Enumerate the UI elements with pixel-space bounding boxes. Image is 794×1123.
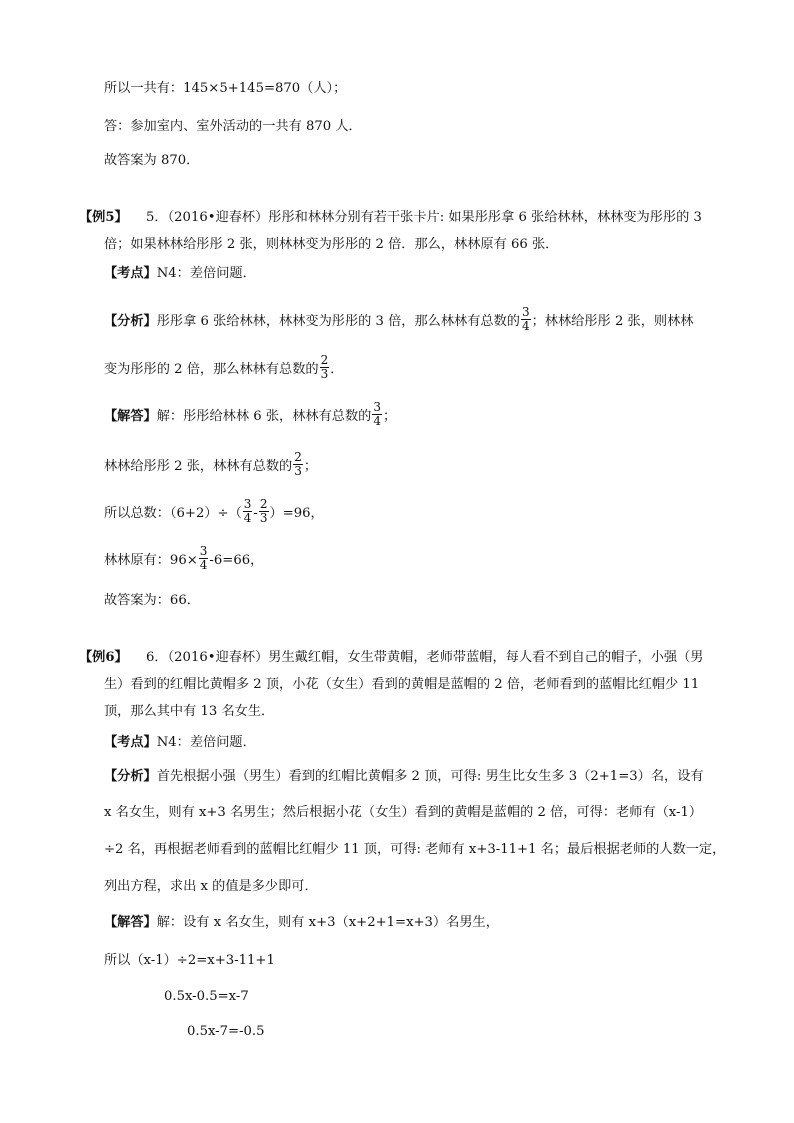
kaodian-line [104, 734, 256, 752]
solution-line [104, 914, 499, 932]
analysis-label: 【分析】 [104, 314, 157, 329]
text-line: 答：参加室内、室外活动的一共有 870 人． [104, 119, 362, 134]
fraction-numerator: 2 [320, 353, 329, 367]
fraction [372, 401, 382, 428]
analysis-text: 首先根据小强（男生）看到的红帽比黄帽多 2 顶，可得: 男生比女生多 3（2+1=3）名，设有 [156, 769, 704, 784]
analysis-line: ÷2 名，再根据老师看到的蓝帽比红帽少 11 顶，可得: 老师有 x+3-11+1 名；最后根据老师的人数一定， [104, 842, 726, 857]
solution-line [104, 544, 264, 574]
analysis-line: 列出方程，求出 x 的值是多少即可． [104, 879, 318, 894]
solution-text: ）=96， [269, 506, 324, 521]
fraction-numerator: 2 [294, 450, 302, 464]
solution-label: 【解答】 [104, 915, 157, 930]
analysis-line: x 名女生，则有 x+3 名男生；然后根据小花（女生）看到的黄帽是蓝帽的 2 倍，可得：老师有（x-1） [104, 805, 703, 820]
solution-text: ； [303, 459, 318, 474]
analysis-text: ． [330, 362, 344, 377]
question-line: 6．（2016•迎春杯）男生戴红帽，女生带黄帽，老师带蓝帽，每人看不到自己的帽子，小强（男 [146, 650, 704, 665]
analysis-line [104, 353, 344, 383]
fraction-denominator: 3 [259, 511, 268, 525]
example-tag: 【例6】 [79, 650, 128, 665]
fraction-denominator: 4 [199, 558, 208, 572]
analysis-text: ；林林给彤彤 2 张，则林林 [531, 314, 694, 329]
solution-text: 解：设有 x 名女生，则有 x+3（x+2+1=x+3）名男生， [156, 915, 499, 930]
analysis-label: 【分析】 [104, 769, 157, 784]
fraction [293, 451, 303, 478]
solution-text: 所以总数：（6+2）÷（ [104, 506, 242, 521]
solution-line [104, 400, 397, 430]
fraction [199, 545, 209, 572]
fraction-denominator: 4 [243, 511, 252, 525]
solution-text: -6=66， [209, 553, 264, 568]
fraction-denominator: 3 [320, 367, 329, 381]
fraction-numerator: 3 [521, 305, 530, 319]
kaodian-label: 【考点】 [104, 735, 157, 750]
fraction-denominator: 3 [294, 464, 302, 478]
question-line: 生）看到的红帽比黄帽多 2 顶，小花（女生）看到的黄帽是蓝帽的 2 倍，老师看到的蓝帽比红帽少 11 [104, 677, 700, 692]
equation-line: 0.5x-7=-0.5 [187, 1024, 265, 1039]
fraction [259, 498, 269, 525]
fraction [521, 306, 531, 333]
text-line: 所以一共有：145×5+145=870（人）； [104, 81, 347, 96]
kaodian-text: N4：差倍问题． [156, 266, 256, 281]
example-tag: 【例5】 [79, 210, 128, 225]
solution-line [104, 450, 318, 480]
kaodian-line [104, 265, 256, 283]
fraction-numerator: 2 [259, 497, 268, 511]
kaodian-text: N4：差倍问题． [156, 735, 256, 750]
solution-line: 故答案为：66． [104, 593, 200, 608]
solution-line [104, 497, 324, 527]
solution-label: 【解答】 [104, 409, 157, 424]
question-line: 倍；如果林林给彤彤 2 张，则林林变为彤彤的 2 倍．那么，林林原有 66 张． [104, 237, 559, 252]
fraction-numerator: 3 [243, 497, 252, 511]
kaodian-label: 【考点】 [104, 266, 157, 281]
solution-text: ； [382, 409, 397, 424]
question-line: 顶，那么其中有 13 名女生． [104, 704, 275, 719]
solution-text: 林林给彤彤 2 张，林林有总数的 [104, 459, 293, 474]
fraction-numerator: 3 [199, 544, 208, 558]
fraction [243, 498, 253, 525]
analysis-line [104, 768, 704, 786]
fraction [320, 354, 330, 381]
analysis-text: 彤彤拿 6 张给林林，林林变为彤彤的 3 倍，那么林林有总数的 [156, 314, 520, 329]
text-line: 故答案为 870． [104, 153, 200, 168]
fraction-denominator: 4 [521, 319, 530, 333]
equation-line: 0.5x-0.5=x-7 [164, 989, 249, 1004]
fraction-denominator: 4 [373, 414, 381, 428]
solution-text: 解：彤彤给林林 6 张，林林有总数的 [156, 409, 372, 424]
fraction-numerator: 3 [373, 400, 381, 414]
equation-line: 所以（x-1）÷2=x+3-11+1 [104, 953, 275, 968]
analysis-text: 变为彤彤的 2 倍，那么林林有总数的 [104, 362, 319, 377]
question-line: 5．（2016•迎春杯）彤彤和林林分别有若干张卡片: 如果彤彤拿 6 张给林林，林林变为彤彤的 3 [146, 210, 702, 225]
minus-sign: - [253, 506, 258, 521]
solution-text: 林林原有：96× [104, 553, 198, 568]
analysis-line [104, 305, 694, 335]
